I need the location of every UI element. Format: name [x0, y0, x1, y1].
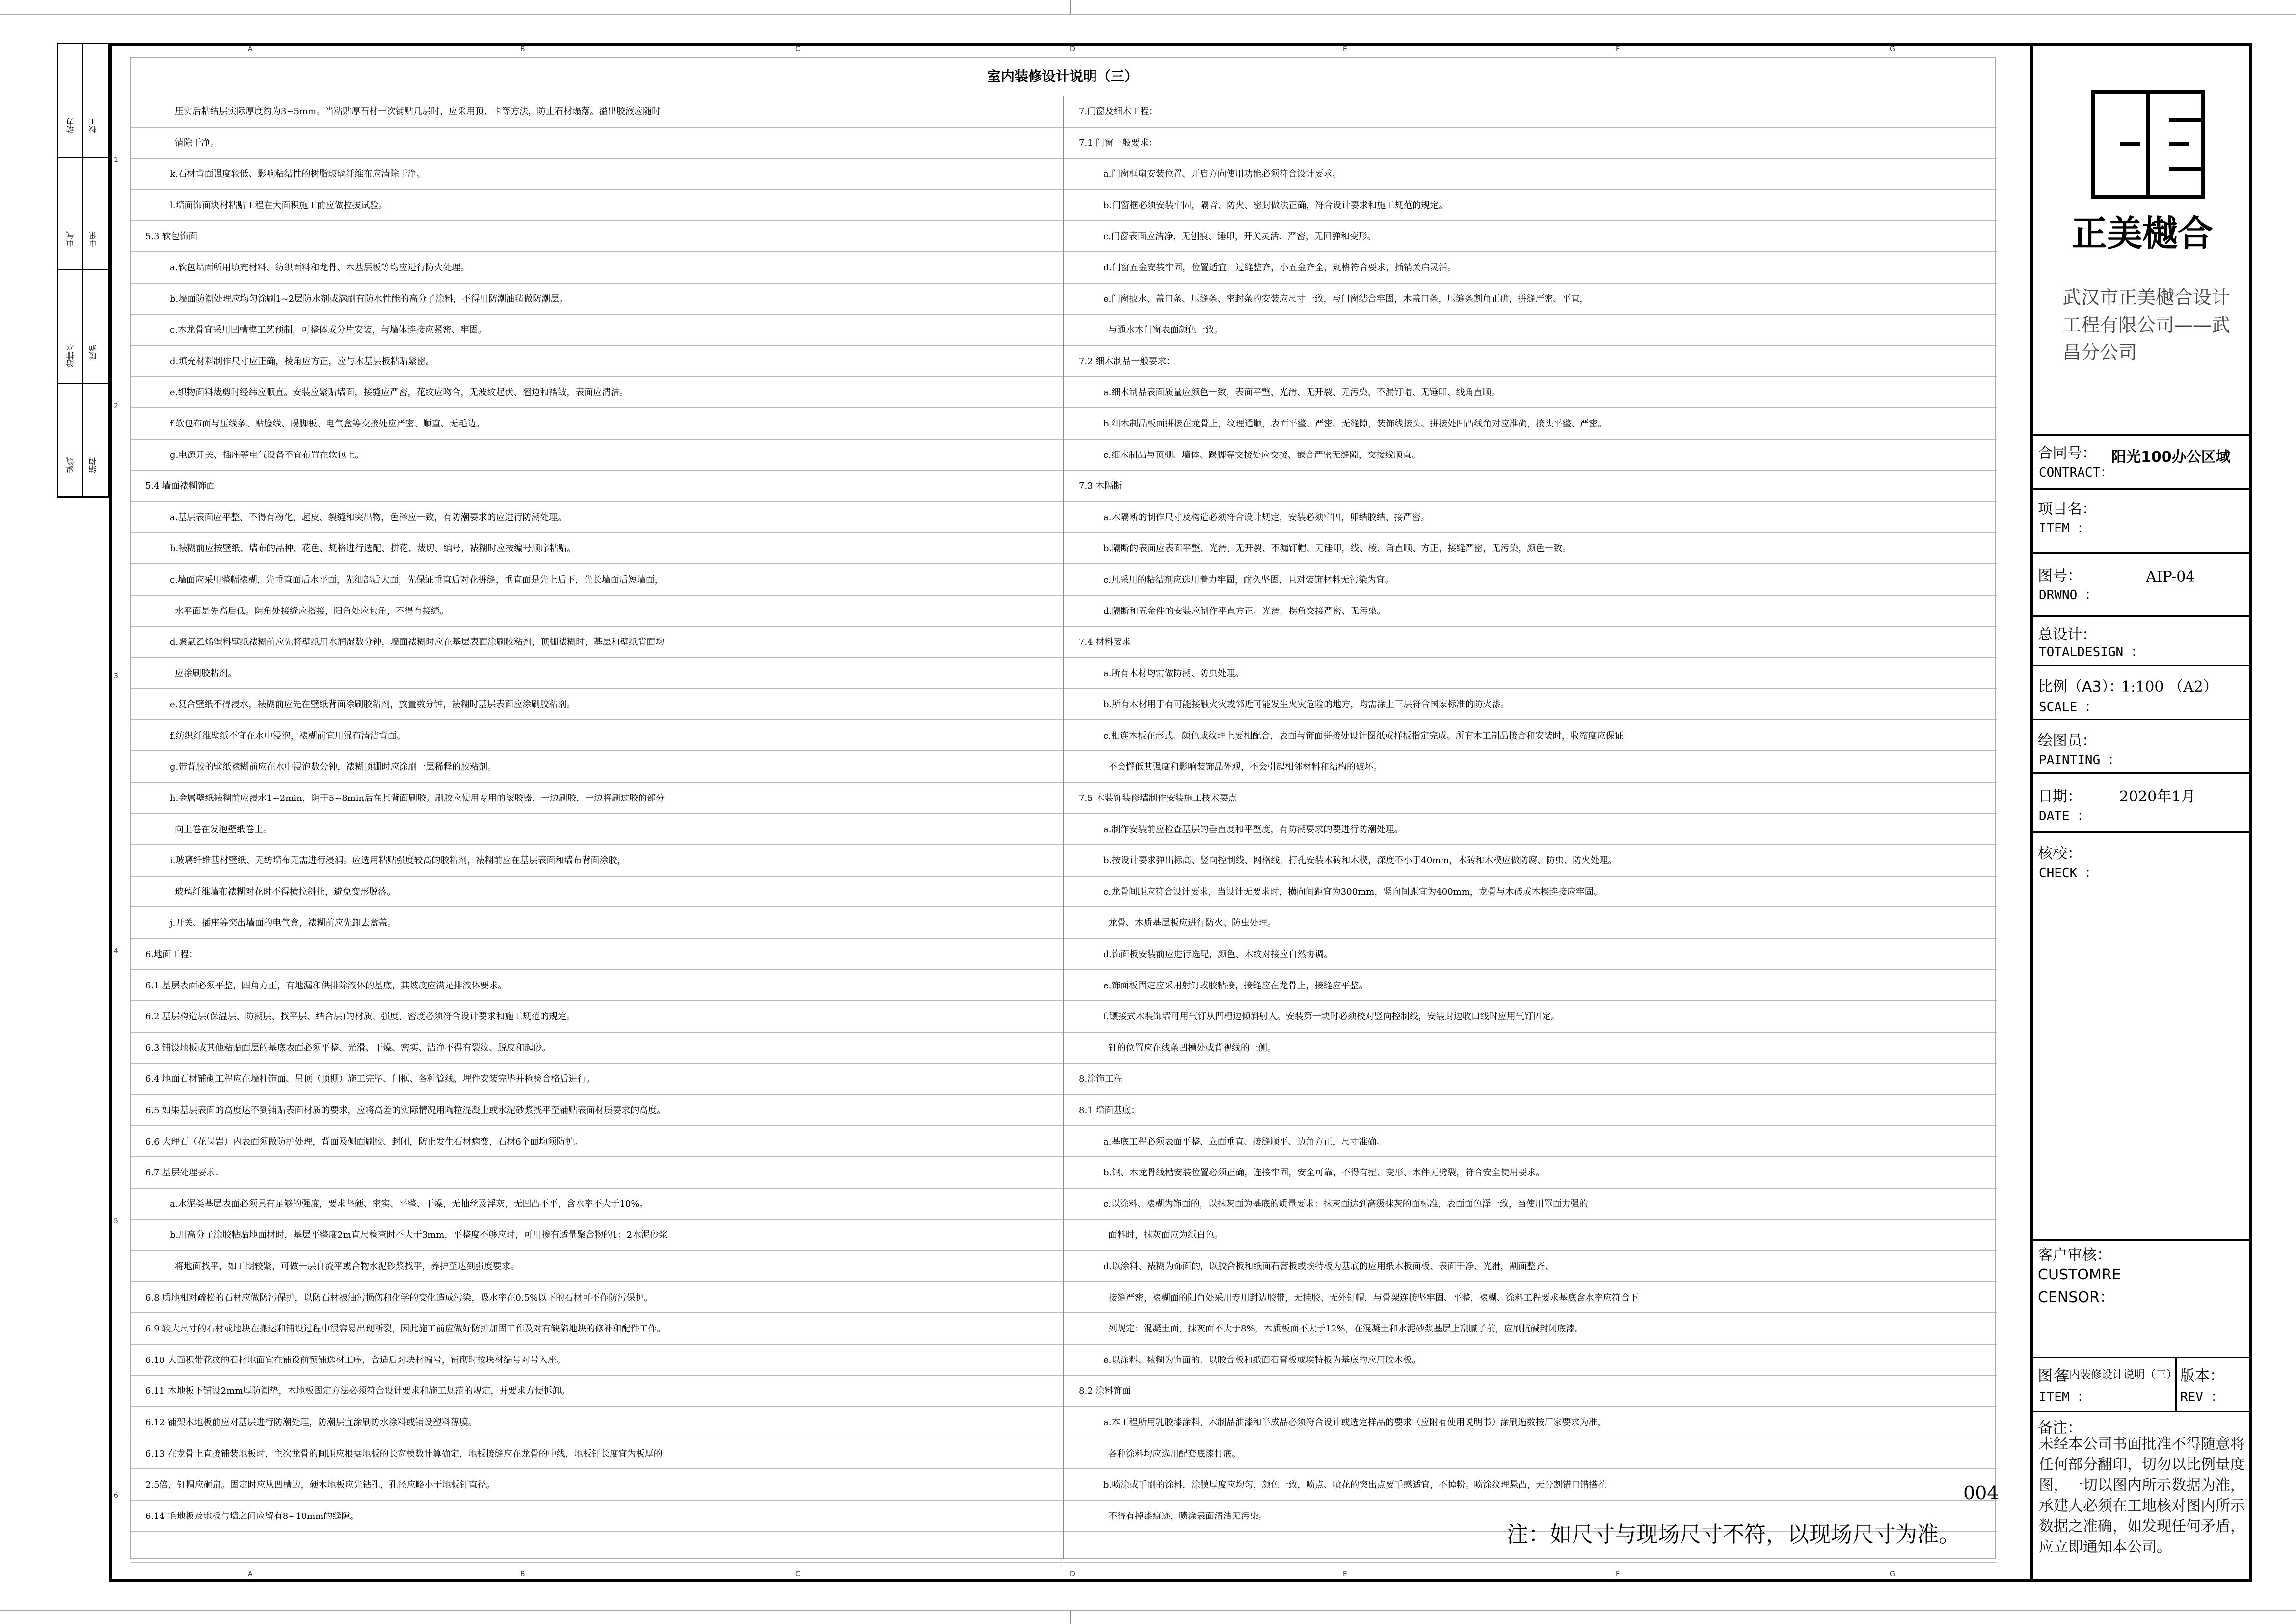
spec-line: b.门窗框必须安装牢固，隔音、防火、密封做法正确，符合设计要求和施工规范的规定。 [1064, 190, 1997, 221]
check-sublabel: CHECK ： [2039, 866, 2098, 880]
spec-column-left [131, 96, 1063, 1563]
spec-line: 6.7 基层处理要求： [131, 1157, 1063, 1189]
spec-line: a.细木制品表面质量应颜色一致，表面平整、光滑、无开裂、无污染、不漏钉帽、无锤印、线角直顺。 [1064, 377, 1997, 408]
spec-line: a.制作安装前应检查基层的垂直度和平整度，有防潮要求的要进行防潮处理。 [1064, 814, 1997, 846]
discipline-signoff-strip [57, 43, 109, 498]
spec-line: 将地面找平，如工期较紧，可做一层自流平或合物水泥砂浆找平，养护至达到强度要求。 [131, 1251, 1063, 1282]
spec-line: 6.1 基层表面必须平整，四角方正，有地漏和供排除液体的基底，其坡度应满足排液体要求。 [131, 970, 1063, 1002]
drawing-name-row [2033, 1358, 2252, 1412]
painting-row [2033, 720, 2252, 774]
spec-line: c.以涂料、裱糊为饰面的，以抹灰面为基底的质量要求：抹灰面达到高级抹灰的面标准，表面面色泽一致，当使用罩面力强的 [1064, 1189, 1997, 1220]
spec-line: b.裱糊前应按壁纸、墙布的品种、花色、规格进行选配、拼花、裁切、编号，裱糊时应按编号顺序粘贴。 [131, 533, 1063, 564]
spec-line: e.以涂料、裱糊为饰面的，以胶合板和纸面石膏板或埃特板为基底的应用胶木板。 [1064, 1345, 1997, 1376]
spec-line: 6.13 在龙骨上直接铺装地板时，主次龙骨的间距应根据地板的长宽模数计算确定，地板接缝应在龙骨的中线，地板钉长度宜为板厚的 [131, 1438, 1063, 1470]
spec-line [131, 1532, 1063, 1563]
page-number: 004 [1963, 1482, 1999, 1504]
spec-line: b.细木制品板面拼接在龙骨上，纹理通顺，表面平整、严密、无缝隙，装饰线接头、拼接处凹凸线角对应准确，接头平整、严密。 [1064, 408, 1997, 440]
spec-line: b.按设计要求弹出标高、竖向控制线、网格线，打孔安装木砖和木楔，深度不小于40mm，木砖和木楔应做防腐、防虫、防火处理。 [1064, 845, 1997, 877]
spec-line: 7.1 门窗一般要求： [1064, 128, 1997, 159]
spec-line: 6.3 铺设地板或其他粘贴面层的基底表面必须平整、光滑、干燥、密实、洁净不得有裂纹、脱皮和起砂。 [131, 1033, 1063, 1064]
spec-line: d.隔断和五金件的安装应制作平直方正、光滑，拐角交接严密、无污染。 [1064, 596, 1997, 627]
spec-line: b.喷涂或手刷的涂料，涂膜厚度应均匀，颜色一致，喷点、喷花的突出点要手感适宜，不掉粉。喷涂纹理悬凸，无分割错口错搭茬 [1064, 1469, 1997, 1501]
spec-line: a.水泥类基层表面必须具有足够的强度，要求坚硬、密实、平整、干燥，无抽丝及浮灰，无凹凸不平，含水率不大于10%。 [131, 1189, 1063, 1220]
total-design-sublabel: TOTALDESIGN ： [2039, 645, 2144, 660]
spec-line: a.基底工程必须表面平整、立面垂直、接缝顺平、边角方正，尺寸准确。 [1064, 1126, 1997, 1158]
notes-label: 备注： [2038, 1419, 2082, 1437]
grid-number: 4 [114, 947, 118, 955]
spec-line: e.织物面料裁剪时经纬应顺直。安装应紧贴墙面，接缝应严密，花纹应吻合，无波纹起伏、翘边和褶皱，表面应清洁。 [131, 377, 1063, 408]
item-label: 项目名： [2038, 501, 2097, 518]
date-label: 日期： [2038, 788, 2082, 805]
spec-line: 8.涂饰工程 [1064, 1064, 1997, 1095]
spec-line: 7.3 木隔断 [1064, 471, 1997, 502]
scale-label: 比例（A3）： [2038, 678, 2124, 695]
spec-line: 玻璃纤维墙布裱糊对花时不得横拉斜扯，避免变形脱落。 [131, 877, 1063, 908]
version-label: 版本： [2180, 1367, 2224, 1384]
customer-row [2033, 1241, 2252, 1358]
spec-line: a.木隔断的制作尺寸及构造必须符合设计规定，安装必须牢固，卯结胶结、接严密。 [1064, 502, 1997, 533]
grid-letter: B [520, 45, 525, 53]
spec-line: d.以涂料、裱糊为饰面的，以胶合板和纸面石膏板或埃特板为基底的应用纸木板面板、表面干净、光滑，割面整齐、 [1064, 1251, 1997, 1282]
spec-line: j.开关、插座等突出墙面的电气盒，裱糊前应先卸去盒盖。 [131, 907, 1063, 939]
notes-panel [2033, 1412, 2252, 1582]
spec-line: 接缝严密，裱糊面的阳角处采用专用封边胶带，无挂胶、无外钉帽，与骨架连接坚牢固、平整，裱糊、涂料工程要求基底含水率应符合下 [1064, 1282, 1997, 1314]
spec-line: d.门窗五金安装牢固，位置适宜，过缝整齐，小五金齐全，规格符合要求，插销关启灵活。 [1064, 252, 1997, 284]
drawing-number-sublabel: DRWNO ： [2039, 588, 2098, 603]
spec-line: b.墙面防潮处理应均匀涂刷1~2层防水剂或满刷有防水性能的高分子涂料，不得用防潮油毡做防潮层。 [131, 284, 1063, 315]
discipline-label: 电讯 [88, 231, 98, 247]
spec-line: 5.4 墙面裱糊饰面 [131, 471, 1063, 502]
drawing-name-value: 室内装修设计说明（三） [2058, 1369, 2178, 1381]
spec-line: 6.2 基层构造层(保温层、防潮层、找平层、结合层)的材质、强度、密度必须符合设计要求和施工规范的规定。 [131, 1001, 1063, 1033]
spec-line: f.软包布面与压线条、贴脸线、踢脚板、电气盒等交接处应严密、顺直、无毛边。 [131, 408, 1063, 440]
grid-letter: E [1343, 1571, 1347, 1578]
item-sublabel: ITEM ： [2039, 521, 2090, 536]
drawing-number-label: 图号： [2038, 567, 2082, 585]
customer-sublabel-1: CUSTOMRE [2038, 1266, 2121, 1283]
check-label: 核校： [2038, 845, 2082, 862]
version-divider [2175, 1358, 2177, 1411]
spec-line: a.本工程所用乳胶漆涂料、木制品油漆和半成品必须符合设计或选定样品的要求（应附有使用说明书）涂刷遍数按厂家要求为准， [1064, 1407, 1997, 1438]
paper-bottom-border [0, 1610, 2296, 1611]
spec-line: f.镶接式木装饰墙可用气钉从凹槽边倾斜射入。安装第一块时必须校对竖向控制线，安装封边收口线时应用气钉固定。 [1064, 1001, 1997, 1033]
paper-center-tick [1070, 0, 1071, 14]
paper-center-tick-bottom [1070, 1610, 1071, 1624]
customer-label: 客户审核： [2038, 1247, 2111, 1264]
spec-line: i.玻璃纤维基材壁纸、无纺墙布无需进行浸润。应选用粘贴强度较高的胶粘剂，裱糊前应在基层表面和墙布背面涂胶， [131, 845, 1063, 877]
spec-line: 龙骨、木质基层板应进行防火、防虫处理。 [1064, 907, 1997, 939]
spec-line: 2.5倍，钉帽应砸扁。固定时应从凹槽边，硬木地板应先钻孔，孔径应略小于地板钉直径。 [131, 1469, 1063, 1501]
spec-line: 清除干净。 [131, 128, 1063, 159]
spec-line: g.电源开关、插座等电气设备不宜布置在软包上。 [131, 440, 1063, 471]
discipline-label: 建筑 [66, 457, 75, 473]
spec-line: 7.4 材料要求 [1064, 627, 1997, 658]
spec-line: b.钢、木龙骨线槽安装位置必须正确，连接牢固，安全可靠，不得有扭、变形、木件无劈裂，符合安全使用要求。 [1064, 1157, 1997, 1189]
grid-letter: C [795, 1571, 800, 1578]
spec-line: 向上卷在发泡壁纸卷上。 [131, 814, 1063, 846]
spec-line: e.门窗披水、盖口条、压缝条、密封条的安装应尺寸一致，与门窗结合牢固，木盖口条，压缝条割角正确，拼缝严密、平直， [1064, 284, 1997, 315]
company-name: 武汉市正美樾合设计工程有限公司——武昌分公司 [2062, 287, 2231, 363]
spec-line: c.凡采用的粘结剂应选用着力牢固，耐久坚固，且对装饰材料无污染为宜。 [1064, 564, 1997, 596]
spec-line: 与通水木门窗表面颜色一致。 [1064, 315, 1997, 346]
grid-letter: A [248, 1571, 253, 1578]
contract-value: 阳光100办公区域 [2111, 449, 2231, 466]
spec-line: c.木龙骨宜采用凹槽榫工艺预制，可整体或分片安装，与墙体连接应紧密、牢固。 [131, 315, 1063, 346]
spec-line: 6.9 较大尺寸的石材或地块在搬运和铺设过程中很容易出现断裂，因此施工前应做好防护加固工作及对有缺陷地块的修补和配件工作。 [131, 1313, 1063, 1345]
sheet-title: 室内装修设计说明（三） [987, 68, 1138, 84]
drawing-number-row [2033, 554, 2252, 617]
grid-letter: B [520, 1571, 525, 1578]
spec-line: d.聚氯乙烯塑料壁纸裱糊前应先将壁纸用水润湿数分钟，墙面裱糊时应在基层表面涂刷胶粘剂，顶棚裱糊时，基层和壁纸背面均 [131, 627, 1063, 658]
scale-value: 1:100 （A2） [2121, 678, 2218, 695]
spec-line: h.金属壁纸裱糊前应浸水1~2min，阴干5~8min后在其背面刷胶。刷胶应使用专用的滚胶器，一边刷胶，一边将刷过胶的部分 [131, 783, 1063, 814]
spec-line: 不得有掉漆痕迹，喷涂表面清洁无污染。 [1064, 1501, 1997, 1532]
grid-number: 5 [114, 1217, 118, 1225]
spec-line: b.隔断的表面应表面平整、光滑、无开裂、不漏钉帽、无锤印，线、棱、角直顺、方正，接缝严密，无污染，颜色一致。 [1064, 533, 1997, 564]
item-row [2033, 490, 2252, 554]
discipline-label: 结构 [88, 457, 98, 473]
spec-line: g.带背胶的壁纸裱糊前应在水中浸泡数分钟，裱糊顶棚时应涂刷一层稀释的胶粘剂。 [131, 751, 1063, 783]
spec-line: c.门窗表面应洁净，无刨痕、锤印，开关灵活、严密，无回弹和变形。 [1064, 221, 1997, 252]
check-row [2033, 833, 2252, 1241]
company-panel [2033, 43, 2252, 436]
painting-label: 绘图员： [2038, 732, 2097, 749]
version-sublabel: REV ： [2180, 1390, 2224, 1405]
grid-letter: F [1616, 45, 1620, 53]
spec-line: a.门窗框扇安装位置、开启方向使用功能必须符合设计要求。 [1064, 159, 1997, 190]
spec-line: 压实后粘结层实际厚度约为3~5mm。当粘贴厚石材一次铺贴几层时，应采用顶、卡等方法，防止石材塌落。溢出胶液应随时 [131, 96, 1063, 128]
spec-line: 6.14 毛地板及地板与墙之间应留有8~10mm的缝隙。 [131, 1501, 1063, 1532]
spec-line: c.细木制品与顶棚、墙体、踢脚等交接处应交接、嵌合严密无缝隙，交接线顺直。 [1064, 440, 1997, 471]
spec-line: 8.1 墙面基底： [1064, 1095, 1997, 1126]
scale-row [2033, 666, 2252, 720]
grid-number: 2 [114, 402, 118, 410]
spec-line: 应涂刷胶粘剂。 [131, 658, 1063, 690]
spec-line: a.所有木材均需做防潮、防虫处理。 [1064, 658, 1997, 690]
grid-letter: A [248, 45, 253, 53]
spec-line: e.复合壁纸不得浸水，裱糊前应先在壁纸背面涂刷胶粘剂，放置数分钟，裱糊时基层表面应涂刷胶粘剂。 [131, 689, 1063, 720]
paper-top-border [0, 14, 2296, 15]
total-design-label: 总设计： [2038, 626, 2097, 643]
grid-letter: G [1890, 45, 1895, 53]
spec-line: 6.4 地面石材铺砌工程应在墙柱饰面、吊顶（顶棚）施工完毕、门框、各种管线、埋件安装完毕并检验合格后进行。 [131, 1064, 1063, 1095]
spec-line: 6.10 大面积带花纹的石材地面宜在铺设前预铺选材工序，合适后对块材编号，铺砌时按块材编号对号入座。 [131, 1345, 1063, 1376]
spec-line: d.饰面板安装前应进行选配，颜色、木纹对接应自然协调。 [1064, 939, 1997, 970]
grid-number: 1 [114, 156, 118, 164]
title-block [2030, 43, 2252, 1582]
footnote: 注：如尺寸与现场尺寸不符，以现场尺寸为准。 [1507, 1522, 1960, 1547]
painting-sublabel: PAINTING ： [2039, 753, 2121, 768]
grid-letter: D [1070, 45, 1075, 53]
spec-line: f.纺织纤维壁纸不宜在水中浸泡，裱糊前宜用湿布清洁背面。 [131, 720, 1063, 752]
spec-line: c.墙面应采用整幅裱糊，先垂直面后水平面，先细部后大面，先保证垂直后对花拼缝，垂直面是先上后下，先长墙面后短墙面， [131, 564, 1063, 596]
total-design-row [2033, 617, 2252, 666]
spec-line: 6.8 质地相对疏松的石材应做防污保护，以防石材被油污损伤和化学的变化造成污染，吸水率在0.5%以下的石材可不作防污保护。 [131, 1282, 1063, 1314]
drawing-name-sublabel: ITEM ： [2039, 1390, 2090, 1405]
spec-line: 列规定：混凝土面，抹灰面不大于8%，木质板面不大于12%，在混凝土和水泥砂浆基层上刮腻子前，应刷抗碱封闭底漆。 [1064, 1313, 1997, 1345]
spec-line: 7.门窗及细木工程： [1064, 96, 1997, 128]
spec-line: 水平面是先高后低。阴角处接缝应搭接，阳角处应包角，不得有接缝。 [131, 596, 1063, 627]
spec-line: l.墙面饰面块材粘贴工程在大面积施工前应做拉拔试验。 [131, 190, 1063, 221]
contract-sublabel: CONTRACT： [2039, 465, 2113, 480]
grid-letter: C [795, 45, 800, 53]
discipline-label: 给排水 [66, 344, 75, 368]
notes-text: 未经本公司书面批准不得随意将任何部分翻印，切勿以比例量度图，一切以图内所示数据为准，承建人必须在工地核对图内所示数据之准确，如发现任何矛盾，应立即通知本公司。 [2039, 1436, 2245, 1556]
grid-letter: F [1616, 1571, 1620, 1578]
spec-line: c.龙骨间距应符合设计要求，当设计无要求时，横向间距宜为300mm，竖向间距宜为400mm，龙骨与木砖或木楔连接应牢固。 [1064, 877, 1997, 908]
spec-line: k.石材背面强度较低、影响粘结性的树脂玻璃纤维布应清除干净。 [131, 159, 1063, 190]
spec-line: 面料时，抹灰面应为纸白色。 [1064, 1220, 1997, 1251]
spec-line: 6.12 铺架木地板前应对基层进行防潮处理，防潮层宜涂刷防水涂料或铺设塑料薄膜。 [131, 1407, 1063, 1438]
spec-line: 5.3 软包饰面 [131, 221, 1063, 252]
spec-line: b.所有木材用于有可能接触火灾或邻近可能发生火灾危险的地方，均需涂上三层符合国家标准的防火漆。 [1064, 689, 1997, 720]
spec-line: b.用高分子涂胶粘贴地面材时，基层平整度2m直尺检查时不大于3mm，平整度不够应时，可用掺有适量聚合物的1：2水泥砂浆 [131, 1220, 1063, 1251]
drawing-name-label: 图名 [2038, 1367, 2067, 1384]
discipline-label: 校工 [88, 118, 98, 133]
grid-letter: D [1070, 1571, 1075, 1578]
spec-line: a.基层表面应平整、不得有粉化、起皮、裂缝和突出物，色泽应一致，有防潮要求的应进行防潮处理。 [131, 502, 1063, 533]
spec-line: 6.6 大理石（花岗岩）内表面须做防护处理，背面及侧面刷胶、封闭，防止发生石材病变，石材6个面均须防护。 [131, 1126, 1063, 1158]
date-sublabel: DATE ： [2039, 809, 2090, 824]
spec-line: 钉的位置应在线条凹槽处或背视线的一侧。 [1064, 1033, 1997, 1064]
spec-line: 6.地面工程： [131, 939, 1063, 970]
customer-sublabel-2: CENSOR： [2038, 1289, 2114, 1306]
date-row [2033, 774, 2252, 833]
spec-line: 7.5 木装饰装修墙制作安装施工技术要点 [1064, 783, 1997, 814]
scale-sublabel: SCALE ： [2039, 700, 2098, 715]
spec-line: d.填充材料制作尺寸应正确，棱角应方正，应与木基层板粘贴紧密。 [131, 346, 1063, 377]
spec-line: 6.5 如果基层表面的高度达不到铺贴表面材质的要求，应将高差的实际情况用陶粒混凝土或水泥砂浆找平至铺贴表面材质要求的高度。 [131, 1095, 1063, 1126]
discipline-divider [82, 44, 83, 497]
discipline-label: 暖通 [88, 344, 98, 360]
grid-letter: G [1890, 1571, 1895, 1578]
spec-line: 6.11 木地板下铺设2mm厚防潮垫，木地板固定方法必须符合设计要求和施工规范的规定，并要求方便拆卸。 [131, 1376, 1063, 1407]
contract-label: 合同号： [2038, 445, 2097, 462]
spec-line: c.相连木板在形式、颜色或纹理上要相配合，表面与饰面拼接处设计图纸或样板指定完成。所有木工制品接合和安装时，收缩度应保证 [1064, 720, 1997, 752]
spec-column-right [1064, 96, 1997, 1563]
spec-line: 各种涂料均应选用配套底漆打底。 [1064, 1438, 1997, 1470]
discipline-label: 电气 [66, 231, 75, 247]
spec-line: a.软包墙面所用填充材料、纺织面料和龙骨、木基层板等均应进行防火处理。 [131, 252, 1063, 284]
discipline-label: 动力 [66, 118, 75, 133]
drawing-number-value: AIP-04 [2146, 568, 2195, 586]
spec-line: 8.2 涂料饰面 [1064, 1376, 1997, 1407]
grid-number: 3 [114, 672, 118, 680]
spec-line: 不会懈低其强度和影响装饰品外观，不会引起相邻材料和结构的破坏。 [1064, 751, 1997, 783]
contract-row [2033, 436, 2252, 490]
spec-line: e.饰面板固定应采用射钉或胶粘接，接缝应在龙骨上，接缝应平整。 [1064, 970, 1997, 1002]
spec-line: 7.2 细木制品一般要求： [1064, 346, 1997, 377]
company-logo-icon [2091, 90, 2205, 199]
date-value: 2020年1月 [2119, 788, 2196, 805]
brand-name: 正美樾合 [2071, 213, 2213, 254]
grid-letter: E [1343, 45, 1347, 53]
grid-number: 6 [114, 1492, 118, 1500]
